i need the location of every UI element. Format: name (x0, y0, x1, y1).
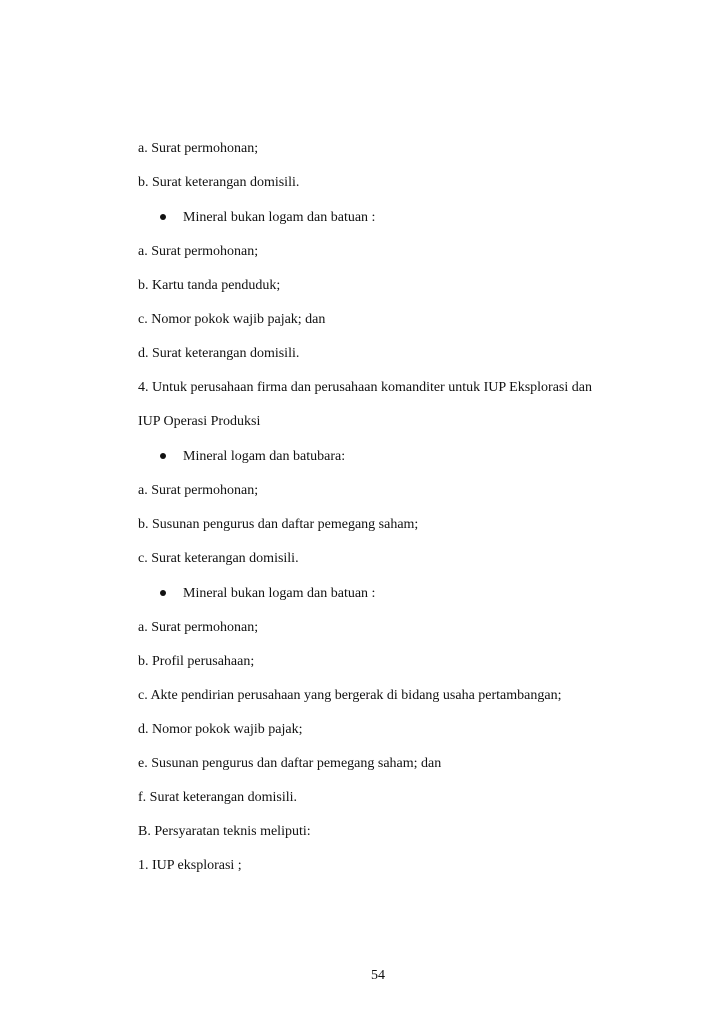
list-item: b. Susunan pengurus dan daftar pemegang saham; (138, 517, 419, 532)
bullet-heading-label: Mineral bukan logam dan batuan : (183, 210, 376, 225)
bullet-icon (160, 590, 166, 596)
bullet-icon (160, 214, 166, 220)
list-item: a. Surat permohonan; (138, 620, 259, 635)
list-item: b. Profil perusahaan; (138, 654, 255, 669)
list-item: c. Surat keterangan domisili. (138, 551, 299, 566)
bullet-heading-label: Mineral bukan logam dan batuan : (183, 586, 376, 601)
list-item: a. Surat permohonan; (138, 244, 259, 259)
section-heading: 4. Untuk perusahaan firma dan perusahaan komanditer untuk IUP Eksplorasi dan (138, 380, 592, 395)
list-item: a. Surat permohonan; (138, 141, 259, 156)
section-heading-continued: IUP Operasi Produksi (138, 414, 261, 429)
list-item: b. Surat keterangan domisili. (138, 175, 300, 190)
list-item: b. Kartu tanda penduduk; (138, 278, 281, 293)
bullet-heading (160, 209, 375, 227)
list-item: f. Surat keterangan domisili. (138, 790, 298, 805)
list-item: 1. IUP eksplorasi ; (138, 858, 242, 873)
list-item: e. Susunan pengurus dan daftar pemegang saham; dan (138, 756, 442, 771)
bullet-icon (160, 453, 166, 459)
list-item: c. Nomor pokok wajib pajak; dan (138, 312, 326, 327)
list-item: d. Nomor pokok wajib pajak; (138, 722, 303, 737)
list-item: a. Surat permohonan; (138, 483, 259, 498)
list-item: c. Akte pendirian perusahaan yang bergerak di bidang usaha pertambangan; (138, 688, 562, 703)
bullet-heading (160, 448, 345, 466)
section-heading: B. Persyaratan teknis meliputi: (138, 824, 311, 839)
bullet-heading-label: Mineral logam dan batubara: (183, 449, 346, 464)
bullet-heading (160, 585, 375, 603)
page-number: 54 (371, 968, 385, 983)
list-item: d. Surat keterangan domisili. (138, 346, 300, 361)
